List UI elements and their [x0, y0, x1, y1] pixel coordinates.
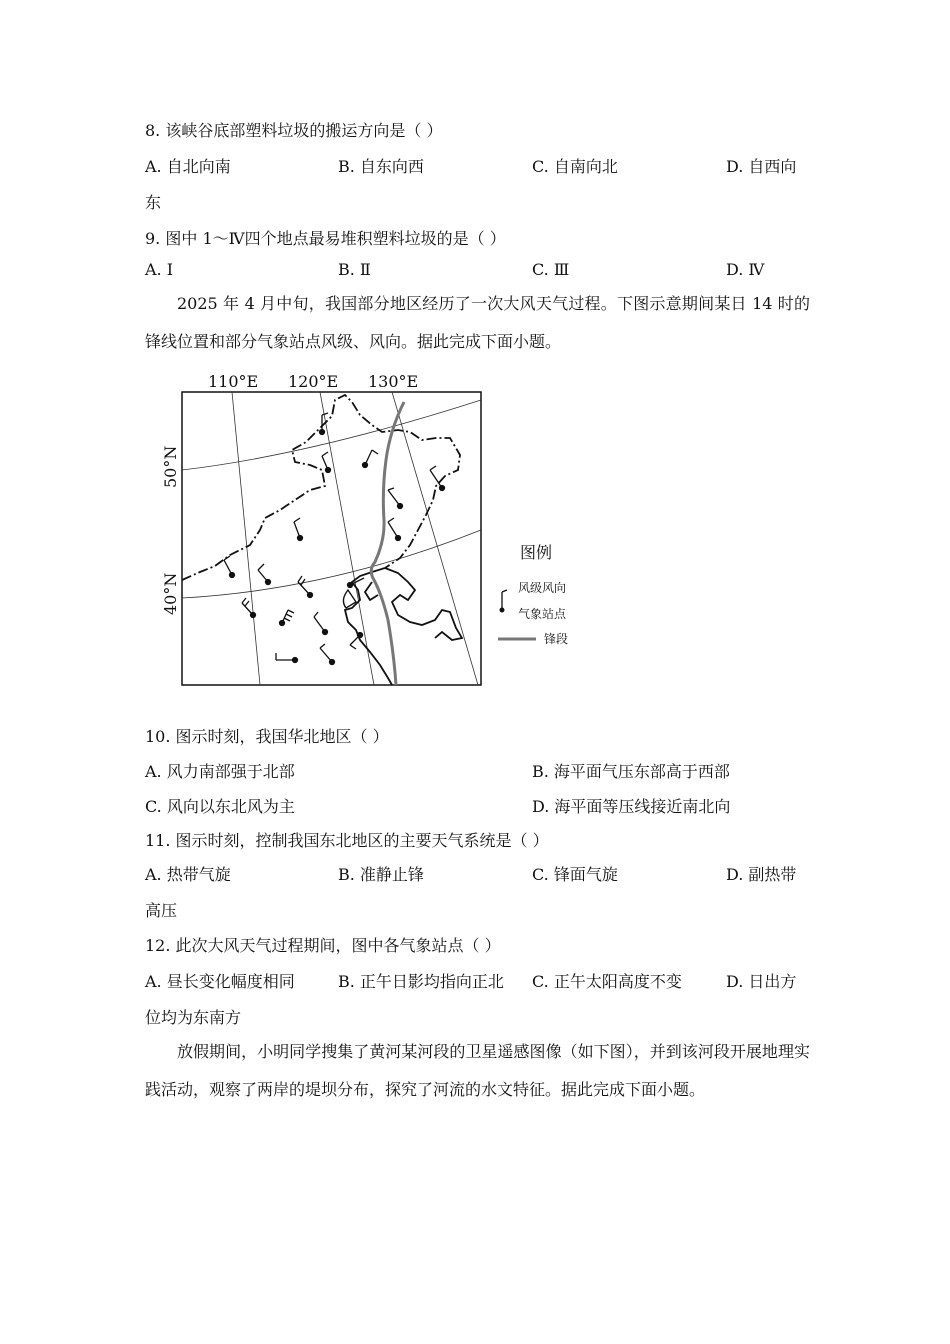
q10-stem: 10. 图示时刻，我国华北地区（ ） — [145, 727, 389, 746]
q11-option-a: A. 热带气旋 — [145, 865, 231, 884]
lon-label-130: 130°E — [368, 372, 419, 391]
legend-station-dot-icon — [500, 608, 505, 613]
station-9 — [258, 564, 271, 585]
q12-option-d-continued: 位均为东南方 — [145, 1008, 242, 1027]
q12-option-b: B. 正午日影均指向正北 — [338, 972, 504, 991]
q12-option-c: C. 正午太阳高度不变 — [532, 972, 682, 991]
q9-option-a: A. Ⅰ — [145, 260, 174, 279]
q12-stem: 12. 此次大风天气过程期间，图中各气象站点（ ） — [145, 936, 501, 955]
q8-stem: 8. 该峡谷底部塑料垃圾的搬运方向是（ ） — [145, 121, 443, 140]
q8-option-c: C. 自南向北 — [532, 157, 618, 176]
q11-stem: 11. 图示时刻，控制我国东北地区的主要天气系统是（ ） — [145, 831, 549, 850]
station-10 — [298, 576, 313, 598]
front-line — [371, 402, 404, 685]
passage-river: 放假期间，小明同学搜集了黄河某河段的卫星遥感图像（如下图），并到该河段开展地理实践活动，观察了两岸的堤坝分布，探究了河流的水文特征。据此完成下面小题。 — [145, 1042, 810, 1099]
graticule — [182, 392, 481, 685]
legend-wind-label: 风级风向 — [518, 581, 567, 595]
passage-wind: 2025 年 4 月中旬，我国部分地区经历了一次大风天气过程。下图示意期间某日 14 时的锋线位置和部分气象站点风级、风向。据此完成下面小题。 — [145, 294, 810, 351]
weather-map-figure — [160, 370, 600, 690]
q12-option-a: A. 昼长变化幅度相同 — [145, 972, 295, 991]
map-frame — [182, 392, 481, 685]
q9-stem: 9. 图中 1～Ⅳ四个地点最易堆积塑料垃圾的是（ ） — [145, 229, 506, 248]
weather-stations — [224, 413, 445, 665]
station-11 — [242, 598, 256, 618]
border-line — [182, 395, 460, 580]
station-7 — [388, 518, 401, 541]
q10-option-d: D. 海平面等压线接近南北向 — [532, 797, 731, 816]
legend-wind-barb-icon — [502, 590, 507, 610]
lon-label-110: 110°E — [208, 372, 259, 391]
q9-option-d: D. Ⅳ — [726, 260, 765, 279]
station-5 — [294, 518, 303, 541]
q9-option-b: B. Ⅱ — [338, 260, 371, 279]
q10-option-a: A. 风力南部强于北部 — [145, 762, 295, 781]
station-12 — [280, 610, 295, 626]
q11-option-d-continued: 高压 — [145, 901, 178, 920]
coastline — [345, 568, 462, 685]
q11-option-b: B. 准静止锋 — [338, 865, 424, 884]
legend-station-label: 气象站点 — [518, 607, 567, 621]
q8-option-d-continued: 东 — [145, 193, 162, 212]
q8-option-b: B. 自东向西 — [338, 157, 424, 176]
station-8 — [224, 556, 235, 578]
q11-option-d: D. 副热带 — [726, 865, 797, 884]
q12-option-d: D. 日出方 — [726, 972, 797, 991]
q8-option-d: D. 自西向 — [726, 157, 797, 176]
station-16 — [276, 653, 298, 663]
q11-option-c: C. 锋面气旋 — [532, 865, 618, 884]
q9-option-c: C. Ⅲ — [532, 260, 570, 279]
q10-option-c: C. 风向以东北风为主 — [145, 797, 295, 816]
legend-front-label: 锋段 — [544, 632, 569, 646]
station-13 — [314, 612, 328, 635]
station-6 — [388, 488, 403, 509]
q8-option-a: A. 自北向南 — [145, 157, 231, 176]
legend-title: 图例 — [520, 543, 553, 562]
lat-label-40: 40°N — [161, 572, 180, 615]
q10-option-b: B. 海平面气压东部高于西部 — [532, 762, 730, 781]
lon-label-120: 120°E — [288, 372, 339, 391]
station-3 — [363, 450, 379, 468]
station-2 — [322, 452, 331, 473]
lat-label-50: 50°N — [161, 445, 180, 488]
station-17 — [320, 644, 335, 665]
